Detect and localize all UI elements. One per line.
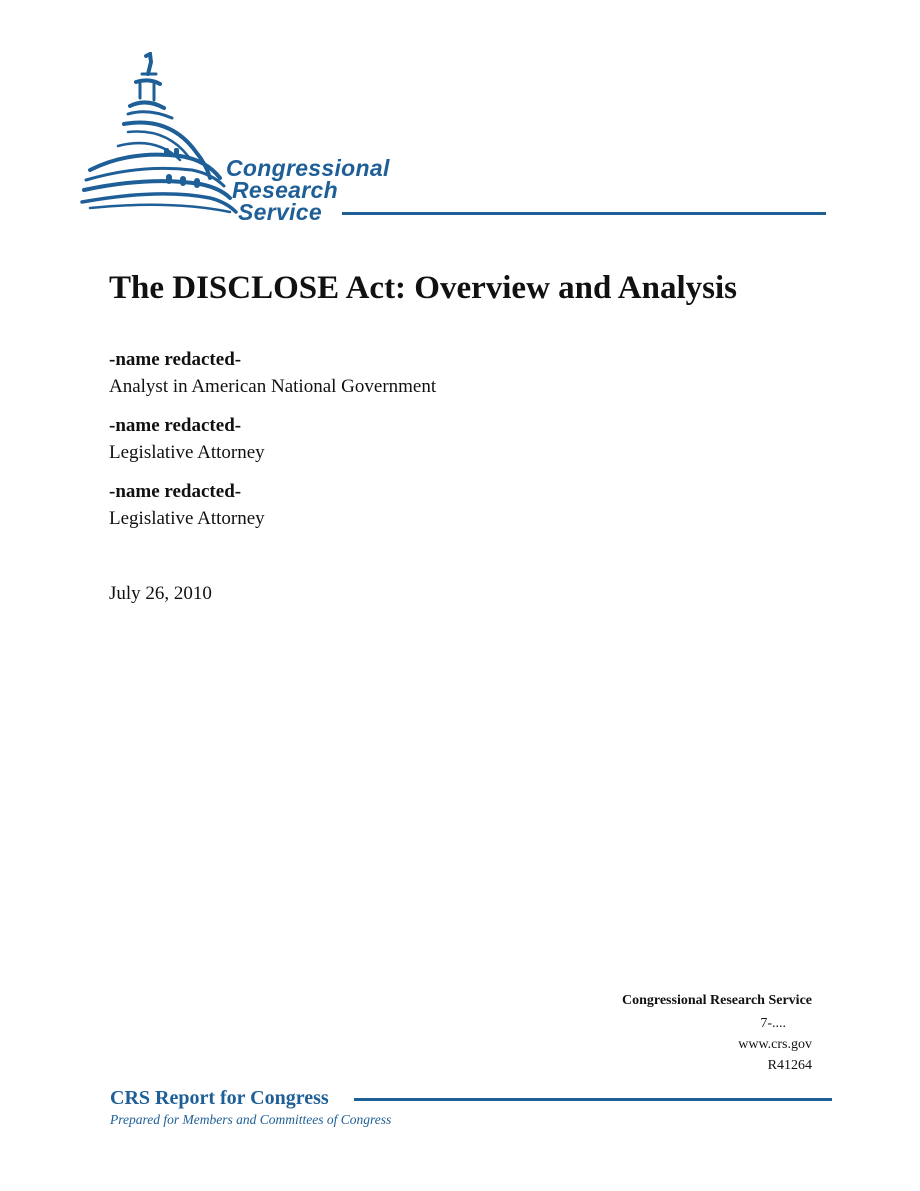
logo-text-line1: Congressional [226,155,390,181]
report-number: R41264 [767,1058,812,1073]
author-entry [109,480,436,531]
author-list [109,348,436,546]
footer [110,1085,832,1129]
footer-title-row [110,1085,832,1111]
author-name: -name redacted- [109,349,242,370]
footer-title: CRS Report for Congress [110,1087,329,1109]
author-entry [109,348,436,399]
author-name: -name redacted- [109,481,242,502]
logo-text-line2: Research [232,177,338,203]
report-date: July 26, 2010 [109,583,212,604]
author-title: Analyst in American National Government [109,376,437,397]
author-title: Legislative Attorney [109,442,265,463]
phone-number: 7-.... [760,1016,786,1031]
organization-name: Congressional Research Service [621,993,812,1008]
author-title: Legislative Attorney [109,508,265,529]
footer-divider [354,1098,832,1101]
logo-text-line3: Service [238,199,322,225]
website-link[interactable]: www.crs.gov [738,1037,812,1052]
author-entry [109,414,436,465]
crs-contact-block [622,990,812,1076]
author-name: -name redacted- [109,415,242,436]
crs-logo [80,52,830,227]
logo-divider [342,212,826,215]
footer-subtitle: Prepared for Members and Committees of Congress [110,1112,392,1127]
report-title: The DISCLOSE Act: Overview and Analysis [109,270,737,306]
